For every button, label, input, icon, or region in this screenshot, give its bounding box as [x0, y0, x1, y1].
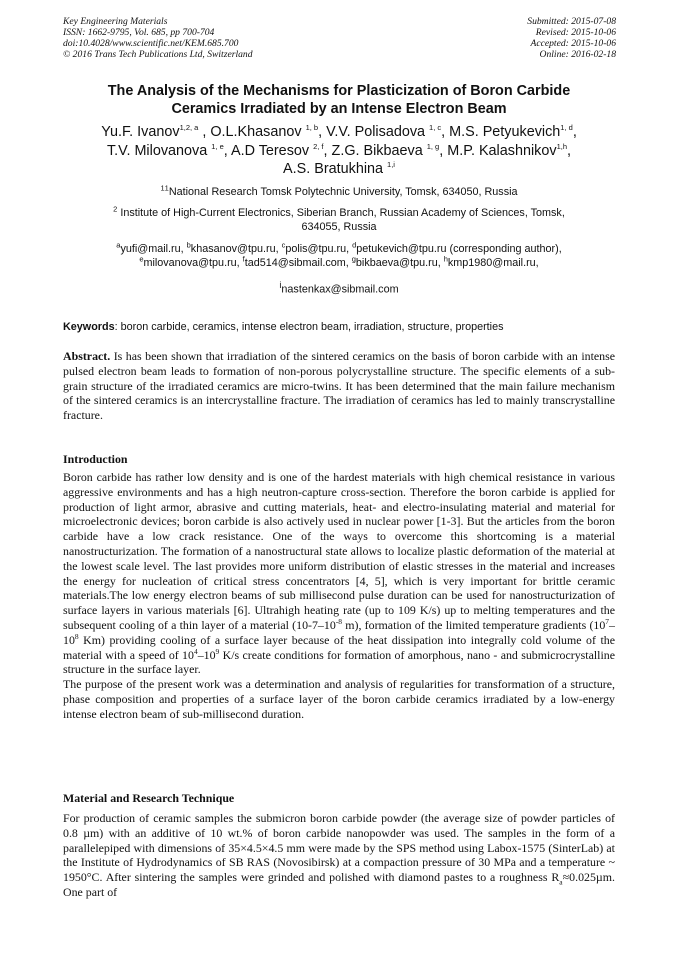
email-line: [63, 278, 615, 297]
email-sup: h: [443, 254, 448, 264]
journal-copyright: © 2016 Trans Tech Publications Ltd, Switzerland: [63, 49, 253, 60]
email-address[interactable]: milovanova@tpu.ru,: [143, 257, 240, 269]
journal-name: Key Engineering Materials: [63, 16, 168, 27]
affiliation-sup-prefix: 1: [164, 183, 169, 193]
email-sup: b: [186, 240, 191, 250]
author-name: A.D Teresov: [230, 142, 310, 159]
author-name: Yu.F. Ivanov: [101, 124, 180, 140]
abstract-label: Abstract.: [63, 349, 111, 363]
affiliation-text: National Research Tomsk Polytechnic University, Tomsk, 634050, Russia: [168, 186, 518, 198]
affiliation-1: [63, 185, 615, 199]
email-sup: i: [279, 280, 282, 290]
paragraph: The purpose of the present work was a determination and analysis of regularities for transformation of a structure, phase composition and properties of a surface layer of the boron carbide ceramics irradiated by a low-energy intense electron beam of sub-millisecond duration.: [63, 677, 615, 721]
keywords-label: Keywords: [63, 321, 115, 333]
revised-date: Revised: 2015-10-06: [535, 27, 616, 38]
email-sup: e: [139, 254, 144, 264]
title-line: The Analysis of the Mechanisms for Plasticization of Boron Carbide: [107, 83, 571, 99]
affiliation-text: Institute of High-Current Electronics, Siberian Branch, Russian Academy of Sciences, Tomsk,: [120, 207, 565, 219]
title-line: Ceramics Irradiated by an Intense Electron Beam: [171, 101, 507, 117]
affiliation-sup: 2: [113, 204, 118, 214]
email-sup: a: [116, 240, 121, 250]
journal-header-right: [527, 16, 616, 60]
materials-body: [63, 811, 615, 900]
section-heading-introduction: Introduction: [63, 452, 128, 466]
affiliation-2: [63, 206, 615, 234]
author-line: Yu.F. Ivanov$^{1,2, a}$ , O.L.Khasanov $^{1, b}$, V.V. Polisadova $^{1, c}$, M.S. Petyukevich$^{1, d}$,: [101, 123, 577, 140]
author-name: M.S. Petyukevich: [449, 124, 561, 140]
author-sup: 1, c: [429, 123, 442, 133]
email-list: [63, 242, 615, 270]
author-name: A.S. Bratukhina: [283, 161, 384, 177]
author-name: Z.G. Bikbaeva: [331, 142, 423, 159]
paragraph: For production of ceramic samples the submicron boron carbide powder (the average size of powder particles of 0.8 µm) with an additive of 10 wt.% of boron carbide nanopowder was used. The samples in the form of a parallelepiped with dimensions of 35×4.5×4.5 mm were made by the SPS method using Labox-1575 (SinterLab) at the Institute of Hydrodynamics of SB RAS (Novosibirsk) at a compaction pressure of 30 MPa and a temperature ~ 1950°C. After sintering the samples were grinded and polished with diamond pastes to a roughness $R_a\approx 0.025\mu m$. One part of: [63, 811, 615, 899]
author-name: O.L.Khasanov: [210, 124, 302, 140]
abstract: [63, 349, 615, 423]
author-name: T.V. Milovanova: [106, 142, 208, 159]
author-sup: 1, g: [426, 141, 440, 151]
email-address[interactable]: petukevich@tpu.ru (corresponding author),: [356, 243, 562, 255]
author-list: [63, 123, 615, 179]
section-heading-materials: Material and Research Technique: [63, 791, 235, 805]
affiliation-sup: 1: [160, 183, 165, 193]
author-sup: 1, d: [560, 123, 573, 133]
email-address[interactable]: tad514@sibmail.com,: [244, 257, 349, 269]
submitted-date: Submitted: 2015-07-08: [527, 16, 616, 27]
journal-issn: ISSN: 1662-9795, Vol. 685, pp 700-704: [63, 27, 215, 38]
email-sup: g: [351, 254, 356, 264]
author-name: V.V. Polisadova: [326, 124, 426, 140]
author-sup: 1,2, a: [179, 123, 199, 133]
email-address[interactable]: khasanov@tpu.ru,: [190, 243, 279, 255]
email-address[interactable]: nastenkax@sibmail.com: [281, 283, 399, 296]
keywords: [63, 320, 615, 334]
keywords-text: : boron carbide, ceramics, intense electron beam, irradiation, structure, properties: [114, 321, 504, 333]
author-sup: 1,h: [556, 141, 567, 151]
accepted-date: Accepted: 2015-10-06: [530, 38, 616, 49]
email-address[interactable]: kmp1980@mail.ru,: [447, 257, 539, 269]
email-sup: d: [352, 240, 357, 250]
abstract-text: Is has been shown that irradiation of the sintered ceramics on the basis of boron carbide with an intense pulsed electron beam leads to formation of non-porous polycrystalline structure. The specific elements of a sub-grain structure of the irradiated ceramics are micro-twins. It has been determined that the main failure mechanism of the sintered ceramics is an intercrystalline fracture. The irradiation of ceramics has led to mainly transcrystalline fracture.: [63, 349, 615, 423]
author-line: T.V. Milovanova $^{1, e}$, A.D Teresov $^{2, f}$, Z.G. Bikbaeva $^{1, g}$, M.P. Kalashnikov$^{1,h}$,: [106, 141, 571, 159]
paragraph: Boron carbide has rather low density and is one of the hardest materials with high chemical resistance in various aggressive environments and has a high neutron-capture cross-section. Therefore the boron carbide is applied for production of light armor, abrasive and cutting materials, heat- and electro-insulating material and material for microelectronic devices; boron carbide is also actively used in nuclear power [1-3]. But the articles from the boron carbide have a low crack resistance. One of the ways to overcome this shortcoming is a material nanostructurization. The formation of a nanostructural state allows to localize plastic deformation of the material at the lowest scale level. The last provides more uniform distribution of elastic stresses in the material and increases the energy for nucleation of critical stress concentrators [4, 5], which is very important for brittle ceramic materials.The low energy electron beams of sub millisecond pulse duration can be used for nanostructurization of surface layers in various materials [6]. Ultrahigh heating rate (up to 109 K/s) up to melting temperatures and the subsequent cooling of a thin layer of a material ($10-7-10^{-8}$ m), formation of the limited temperature gradients ($10^7-10^8$ Km) providing cooling of a surface layer because of the heat dissipation into integrally cold volume of the material with a speed of $10^4-10^9$ K/s create conditions for formation of amorphous, nano - and submicrocrystalline structure in the surface layer.: [63, 470, 615, 677]
email-address[interactable]: bikbaeva@tpu.ru,: [355, 257, 441, 269]
paper-title: [63, 82, 615, 118]
journal-header-left: [63, 16, 253, 60]
online-date: Online: 2016-02-18: [539, 49, 616, 60]
journal-doi: doi:10.4028/www.scientific.net/KEM.685.700: [63, 38, 239, 49]
author-sup: 1, b: [305, 123, 319, 133]
affiliation-text: 634055, Russia: [301, 221, 377, 233]
author-sup: 1,i: [387, 160, 395, 170]
email-sup: f: [242, 254, 245, 264]
email-sup: c: [281, 240, 286, 250]
email-line: [63, 256, 615, 270]
email-address[interactable]: yufi@mail.ru,: [120, 243, 184, 255]
author-line: [63, 160, 615, 179]
email-line: [63, 242, 615, 256]
author-name: M.P. Kalashnikov: [447, 142, 557, 159]
email-address[interactable]: polis@tpu.ru,: [285, 243, 350, 255]
author-sup: 1, e: [211, 141, 224, 151]
introduction-body: [63, 470, 615, 722]
author-sup: 2, f: [313, 141, 324, 151]
